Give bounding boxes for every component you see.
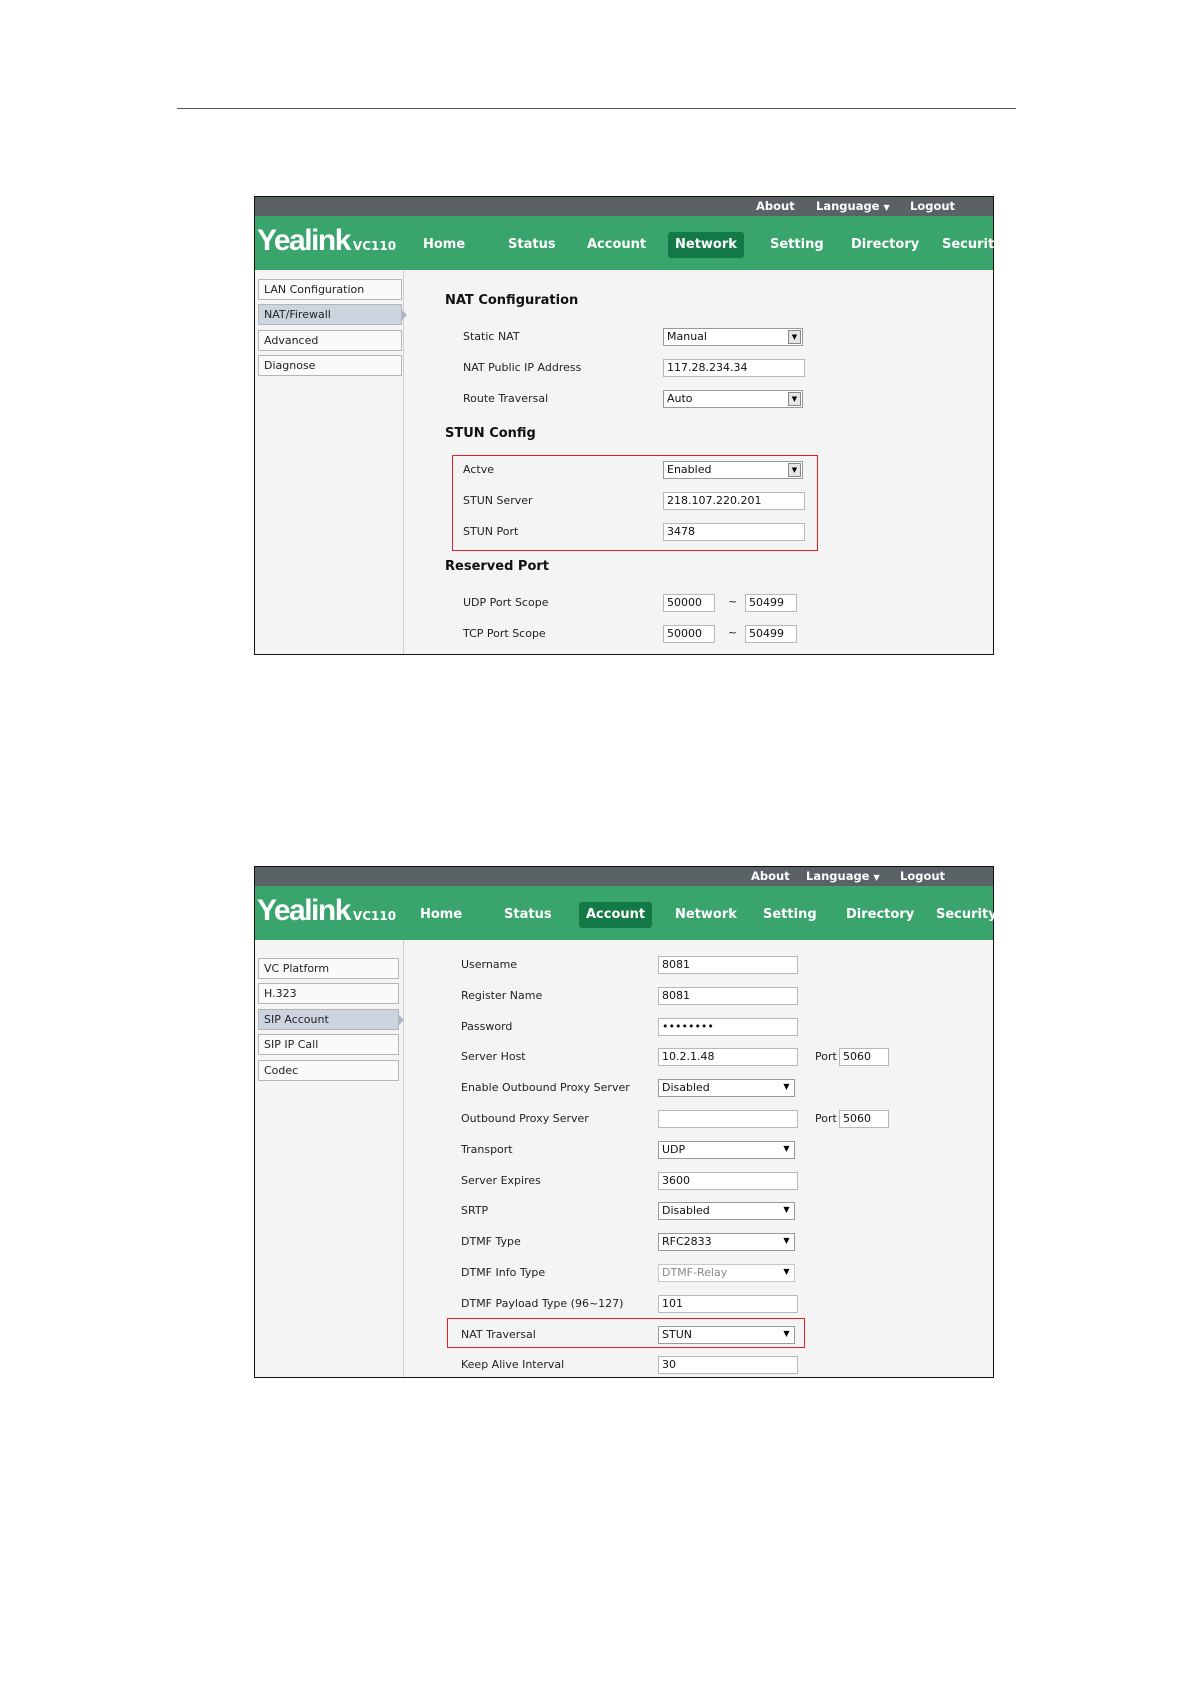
dtmf-info-type-select: DTMF-Relay ▼ bbox=[658, 1264, 795, 1282]
nat-traversal-select[interactable]: STUN ▼ bbox=[658, 1326, 795, 1344]
nav-security[interactable]: Security bbox=[936, 907, 997, 922]
udp-port-from-input[interactable]: 50000 bbox=[663, 594, 715, 612]
srtp-label: SRTP bbox=[461, 1204, 489, 1217]
register-name-input[interactable]: 8081 bbox=[658, 987, 798, 1005]
server-host-label: Server Host bbox=[461, 1050, 526, 1063]
nav-network[interactable]: Network bbox=[668, 232, 744, 258]
account-sidebar bbox=[255, 940, 404, 1377]
chevron-down-icon: ▼ bbox=[788, 330, 801, 344]
main-nav bbox=[255, 216, 1003, 270]
sidebar-item-diagnose[interactable]: Diagnose bbox=[258, 355, 402, 376]
password-label: Password bbox=[461, 1020, 513, 1033]
nav-network[interactable]: Network bbox=[675, 907, 737, 922]
nav-account[interactable]: Account bbox=[579, 902, 652, 928]
nav-home[interactable]: Home bbox=[420, 907, 463, 922]
dtmf-payload-type-96-127-label: DTMF Payload Type (96~127) bbox=[461, 1297, 624, 1310]
top-bar bbox=[255, 867, 993, 886]
stun-server-label: STUN Server bbox=[463, 494, 533, 507]
enable-outbound-proxy-server-select[interactable]: Disabled ▼ bbox=[658, 1079, 795, 1097]
sidebar-item-nat-firewall[interactable]: NAT/Firewall bbox=[258, 304, 402, 325]
outbound-proxy-server-port-input[interactable]: 5060 bbox=[839, 1110, 889, 1128]
chevron-down-icon: ▼ bbox=[788, 463, 801, 477]
nav-account[interactable]: Account bbox=[587, 237, 647, 252]
chevron-down-icon: ▼ bbox=[788, 392, 801, 406]
stun-port-input[interactable]: 3478 bbox=[663, 523, 805, 541]
static-nat-label: Static NAT bbox=[463, 330, 520, 343]
server-expires-input[interactable]: 3600 bbox=[658, 1172, 798, 1190]
nav-directory[interactable]: Directory bbox=[846, 907, 915, 922]
udp-port-scope-label: UDP Port Scope bbox=[463, 596, 549, 609]
logout-link[interactable]: Logout bbox=[900, 869, 946, 883]
username-input[interactable]: 8081 bbox=[658, 956, 798, 974]
srtp-select[interactable]: Disabled ▼ bbox=[658, 1202, 795, 1220]
about-link[interactable]: About bbox=[756, 199, 795, 213]
password-input[interactable]: •••••••• bbox=[658, 1018, 798, 1036]
stun-active-select[interactable]: Enabled ▼ bbox=[663, 461, 803, 479]
dtmf-type-label: DTMF Type bbox=[461, 1235, 521, 1248]
sidebar-item-codec[interactable]: Codec bbox=[258, 1060, 399, 1081]
logout-link[interactable]: Logout bbox=[910, 199, 956, 213]
tcp-range-separator: ~ bbox=[728, 626, 738, 639]
yealink-logo: Yealink VC110 bbox=[257, 894, 397, 927]
sidebar-item-advanced[interactable]: Advanced bbox=[258, 330, 402, 351]
top-bar bbox=[255, 197, 993, 216]
tcp-port-scope-label: TCP Port Scope bbox=[463, 627, 546, 640]
sidebar-item-lan-configuration[interactable]: LAN Configuration bbox=[258, 279, 402, 300]
sidebar-item-vc-platform[interactable]: VC Platform bbox=[258, 958, 399, 979]
about-link[interactable]: About bbox=[751, 869, 790, 883]
sidebar-item-sip-ip-call[interactable]: SIP IP Call bbox=[258, 1034, 399, 1055]
server-host-port-input[interactable]: 5060 bbox=[839, 1048, 889, 1066]
dtmf-type-select[interactable]: RFC2833 ▼ bbox=[658, 1233, 795, 1251]
reserved-port-title: Reserved Port bbox=[445, 559, 549, 574]
stun-server-input[interactable]: 218.107.220.201 bbox=[663, 492, 805, 510]
enable-outbound-proxy-server-label: Enable Outbound Proxy Server bbox=[461, 1081, 630, 1094]
dtmf-info-type-label: DTMF Info Type bbox=[461, 1266, 546, 1279]
server-host-input[interactable]: 10.2.1.48 bbox=[658, 1048, 798, 1066]
username-label: Username bbox=[461, 958, 518, 971]
yealink-logo: Yealink VC110 bbox=[257, 224, 397, 257]
outbound-proxy-server-input[interactable] bbox=[658, 1110, 798, 1128]
nav-setting[interactable]: Setting bbox=[763, 907, 817, 922]
account-sip-screenshot bbox=[254, 866, 997, 1378]
outbound-proxy-server-port-label: Port bbox=[815, 1112, 837, 1125]
stun-port-label: STUN Port bbox=[463, 525, 519, 538]
udp-port-to-input[interactable]: 50499 bbox=[745, 594, 797, 612]
server-expires-label: Server Expires bbox=[461, 1174, 541, 1187]
language-menu[interactable]: Language ▼ bbox=[816, 199, 890, 213]
nat-traversal-highlight-box bbox=[447, 1318, 805, 1348]
chevron-down-icon: ▼ bbox=[783, 1329, 790, 1338]
chevron-down-icon: ▼ bbox=[783, 1267, 790, 1276]
nav-security[interactable]: Security bbox=[942, 237, 1003, 252]
nat-public-ip-input[interactable]: 117.28.234.34 bbox=[663, 359, 805, 377]
nav-setting[interactable]: Setting bbox=[770, 237, 824, 252]
chevron-down-icon: ▼ bbox=[783, 1082, 790, 1091]
chevron-down-icon: ▼ bbox=[783, 1144, 790, 1153]
chevron-down-icon: ▼ bbox=[883, 203, 890, 212]
nat-public-ip-label: NAT Public IP Address bbox=[463, 361, 582, 374]
language-menu[interactable]: Language ▼ bbox=[806, 869, 880, 883]
network-sidebar bbox=[255, 270, 404, 654]
keep-alive-interval-input[interactable]: 30 bbox=[658, 1356, 798, 1374]
sidebar-item-sip-account[interactable]: SIP Account bbox=[258, 1009, 399, 1030]
dtmf-payload-type-96-127-input[interactable]: 101 bbox=[658, 1295, 798, 1313]
transport-select[interactable]: UDP ▼ bbox=[658, 1141, 795, 1159]
nav-home[interactable]: Home bbox=[423, 237, 466, 252]
nat-traversal-label: NAT Traversal bbox=[461, 1328, 536, 1341]
register-name-label: Register Name bbox=[461, 989, 543, 1002]
page-header-rule bbox=[177, 108, 1016, 109]
tcp-port-to-input[interactable]: 50499 bbox=[745, 625, 797, 643]
chevron-down-icon: ▼ bbox=[783, 1205, 790, 1214]
stun-active-label: Actve bbox=[463, 463, 494, 476]
transport-label: Transport bbox=[461, 1143, 513, 1156]
stun-config-title: STUN Config bbox=[445, 426, 536, 441]
chevron-down-icon: ▼ bbox=[873, 873, 880, 882]
nat-configuration-title: NAT Configuration bbox=[445, 293, 579, 308]
route-traversal-select[interactable]: Auto ▼ bbox=[663, 390, 803, 408]
nav-status[interactable]: Status bbox=[508, 237, 556, 252]
route-traversal-label: Route Traversal bbox=[463, 392, 549, 405]
network-nat-screenshot bbox=[254, 196, 1003, 655]
tcp-port-from-input[interactable]: 50000 bbox=[663, 625, 715, 643]
nav-status[interactable]: Status bbox=[504, 907, 552, 922]
udp-range-separator: ~ bbox=[728, 595, 738, 608]
chevron-down-icon: ▼ bbox=[783, 1236, 790, 1245]
server-host-port-label: Port bbox=[815, 1050, 837, 1063]
keep-alive-interval-label: Keep Alive Interval bbox=[461, 1358, 565, 1371]
sidebar-item-h323[interactable]: H.323 bbox=[258, 983, 399, 1004]
static-nat-select[interactable]: Manual ▼ bbox=[663, 328, 803, 346]
outbound-proxy-server-label: Outbound Proxy Server bbox=[461, 1112, 589, 1125]
main-nav bbox=[255, 886, 997, 940]
nav-directory[interactable]: Directory bbox=[851, 237, 920, 252]
